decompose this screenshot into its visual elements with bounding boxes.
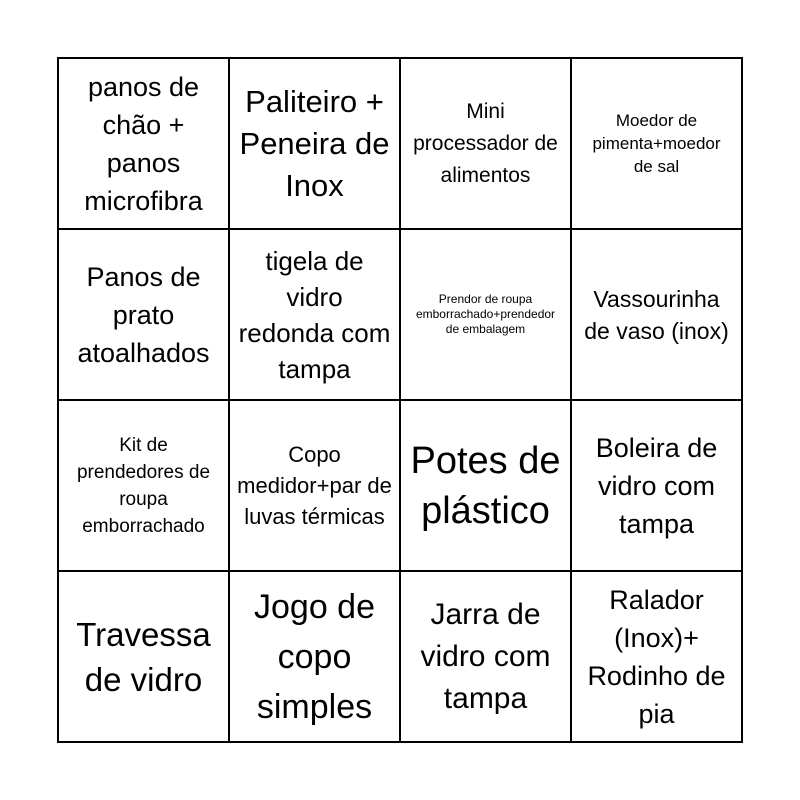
bingo-cell — [230, 230, 401, 401]
bingo-cell-text: tigela de vidro redonda com tampa — [238, 245, 391, 384]
bingo-cell-text: Potes de plástico — [410, 439, 561, 532]
bingo-cell — [572, 401, 743, 572]
bingo-cell-text: Jarra de vidro com tampa — [420, 597, 551, 715]
bingo-cell — [572, 572, 743, 743]
bingo-cell — [401, 230, 572, 401]
bingo-cell-text: Prendor de roupa emborrachado+prendedor de embalagem — [415, 292, 556, 336]
bingo-cell-text: Vassourinha de vaso (inox) — [584, 285, 729, 344]
bingo-cell-text: Paliteiro + Peneira de Inox — [239, 83, 390, 203]
bingo-cell — [572, 59, 743, 230]
bingo-cell — [401, 59, 572, 230]
bingo-cell-text: Panos de prato atoalhados — [77, 261, 210, 368]
bingo-board — [57, 57, 743, 743]
bingo-cell-text: Travessa de vidro — [76, 615, 211, 698]
bingo-cell — [59, 230, 230, 401]
bingo-cell-text: Ralador (Inox)+ Rodinho de pia — [587, 584, 726, 729]
bingo-cell-text: Jogo de copo simples — [254, 587, 375, 726]
bingo-cell — [230, 401, 401, 572]
bingo-cell — [401, 401, 572, 572]
bingo-cell-text: panos de chão + panos microfibra — [84, 71, 203, 216]
bingo-cell-text: Kit de prendedores de roupa emborrachado — [76, 434, 211, 537]
bingo-cell — [230, 572, 401, 743]
bingo-cell-text: Boleira de vidro com tampa — [595, 432, 718, 539]
bingo-cell — [401, 572, 572, 743]
bingo-cell — [572, 230, 743, 401]
bingo-cell-text: Moedor de pimenta+moedor de sal — [592, 111, 721, 176]
bingo-cell — [59, 572, 230, 743]
bingo-cell — [59, 401, 230, 572]
bingo-cell-text: Mini processador de alimentos — [413, 99, 558, 187]
bingo-cell — [59, 59, 230, 230]
bingo-cell-text: Copo medidor+par de luvas térmicas — [237, 442, 392, 529]
bingo-cell — [230, 59, 401, 230]
